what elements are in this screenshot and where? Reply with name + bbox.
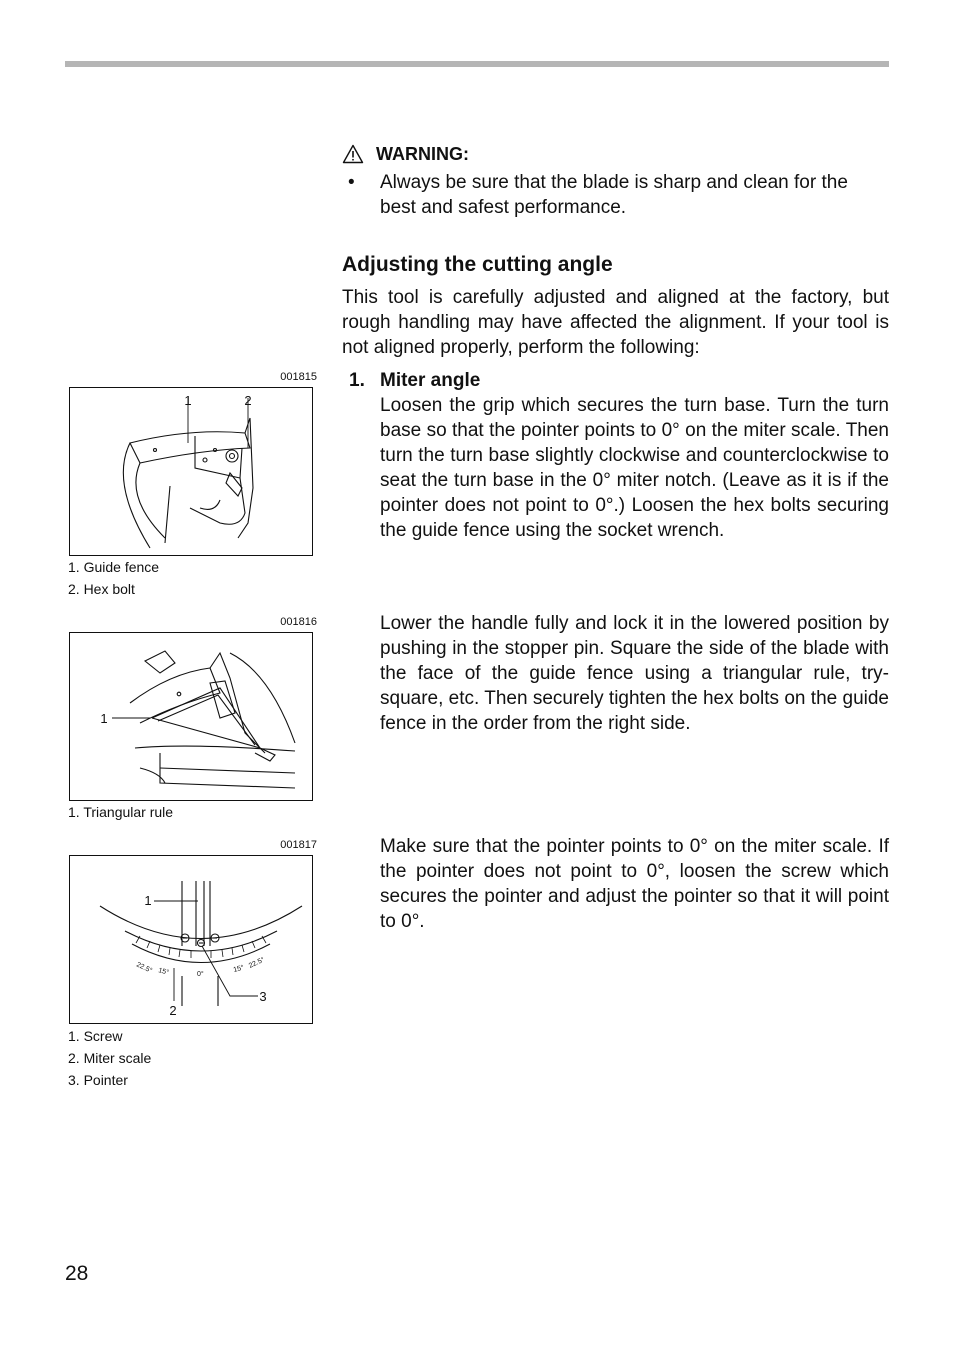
paragraph-pointer-check: Make sure that the pointer points to 0° on the miter scale. If the pointer does not point to 0°, loosen the screw which secures the pointer and adjust the pointer so that it will point to 0°. — [380, 836, 889, 932]
warning-label: WARNING: — [376, 143, 469, 164]
scale-mark: 15° — [232, 964, 245, 974]
warning-text: Always be sure that the blade is sharp and clean for the best and safest performance. — [380, 172, 848, 218]
figure-captions — [68, 556, 159, 600]
top-rule — [65, 61, 889, 67]
callout-1: 1 — [100, 711, 108, 726]
warning-triangle-icon — [342, 144, 364, 164]
section-intro: This tool is carefully adjusted and aligned at the factory, but rough handling may have affected the alignment. If your tool is not aligned properly, perform the following: — [342, 287, 889, 358]
caption-hex-bolt: 2. Hex bolt — [68, 581, 135, 597]
scale-mark: 22.5° — [247, 956, 266, 970]
callout-2: 2 — [244, 393, 252, 408]
scale-mark: 22.5° — [135, 961, 154, 975]
caption-triangular-rule: 1. Triangular rule — [68, 804, 174, 820]
step-miter-angle — [342, 368, 889, 543]
figure-miter-scale — [69, 855, 313, 1024]
scale-mark: 0° — [197, 971, 204, 978]
miter-scale-illustration — [70, 856, 312, 1023]
main-column — [342, 140, 889, 543]
figure-triangular-rule — [69, 632, 313, 801]
step-text: Loosen the grip which secures the turn base. Turn the turn base so that the pointer points to 0° on the miter scale. Then turn the turn base slightly clockwise and counterclockwise to seat the turn base in the 0° miter notch. (Leave as it is if the pointer does not point to 0°.) Loosen the hex bolts securing the guide fence using the socket wrench. — [380, 395, 889, 541]
caption-guide-fence: 1. Guide fence — [68, 559, 160, 575]
caption-miter-scale: 2. Miter scale — [68, 1050, 152, 1066]
guide-fence-illustration — [70, 388, 312, 555]
triangular-rule-illustration — [70, 633, 312, 800]
warning-bullet-item — [342, 170, 889, 220]
figure-captions — [68, 1025, 151, 1091]
callout-3: 3 — [259, 989, 267, 1004]
figure-code: 001817 — [280, 839, 317, 851]
caption-screw: 1. Screw — [68, 1028, 123, 1044]
figure-captions — [68, 801, 173, 823]
paragraph-square-blade: Lower the handle fully and lock it in the lowered position by pushing in the stopper pin. Square the side of the blade with the face of the guide fence using a triangular rule, try-square, etc. Then securely tighten the hex bolts on the guide fence in the order from the right side. — [380, 613, 889, 734]
figure-code: 001815 — [280, 371, 317, 383]
scale-mark: 15° — [157, 967, 170, 977]
callout-1: 1 — [184, 393, 192, 408]
callout-1: 1 — [144, 893, 152, 908]
section-title: Adjusting the cutting angle — [342, 253, 613, 276]
step-title: Miter angle — [380, 370, 481, 391]
step-number: 1. — [349, 370, 365, 391]
figure-code: 001816 — [280, 616, 317, 628]
caption-pointer: 3. Pointer — [68, 1072, 128, 1088]
figure-guide-fence — [69, 387, 313, 556]
page-number: 28 — [65, 1262, 89, 1285]
callout-2: 2 — [169, 1003, 177, 1018]
bullet-mark: • — [348, 172, 355, 193]
warning-heading — [342, 140, 889, 168]
